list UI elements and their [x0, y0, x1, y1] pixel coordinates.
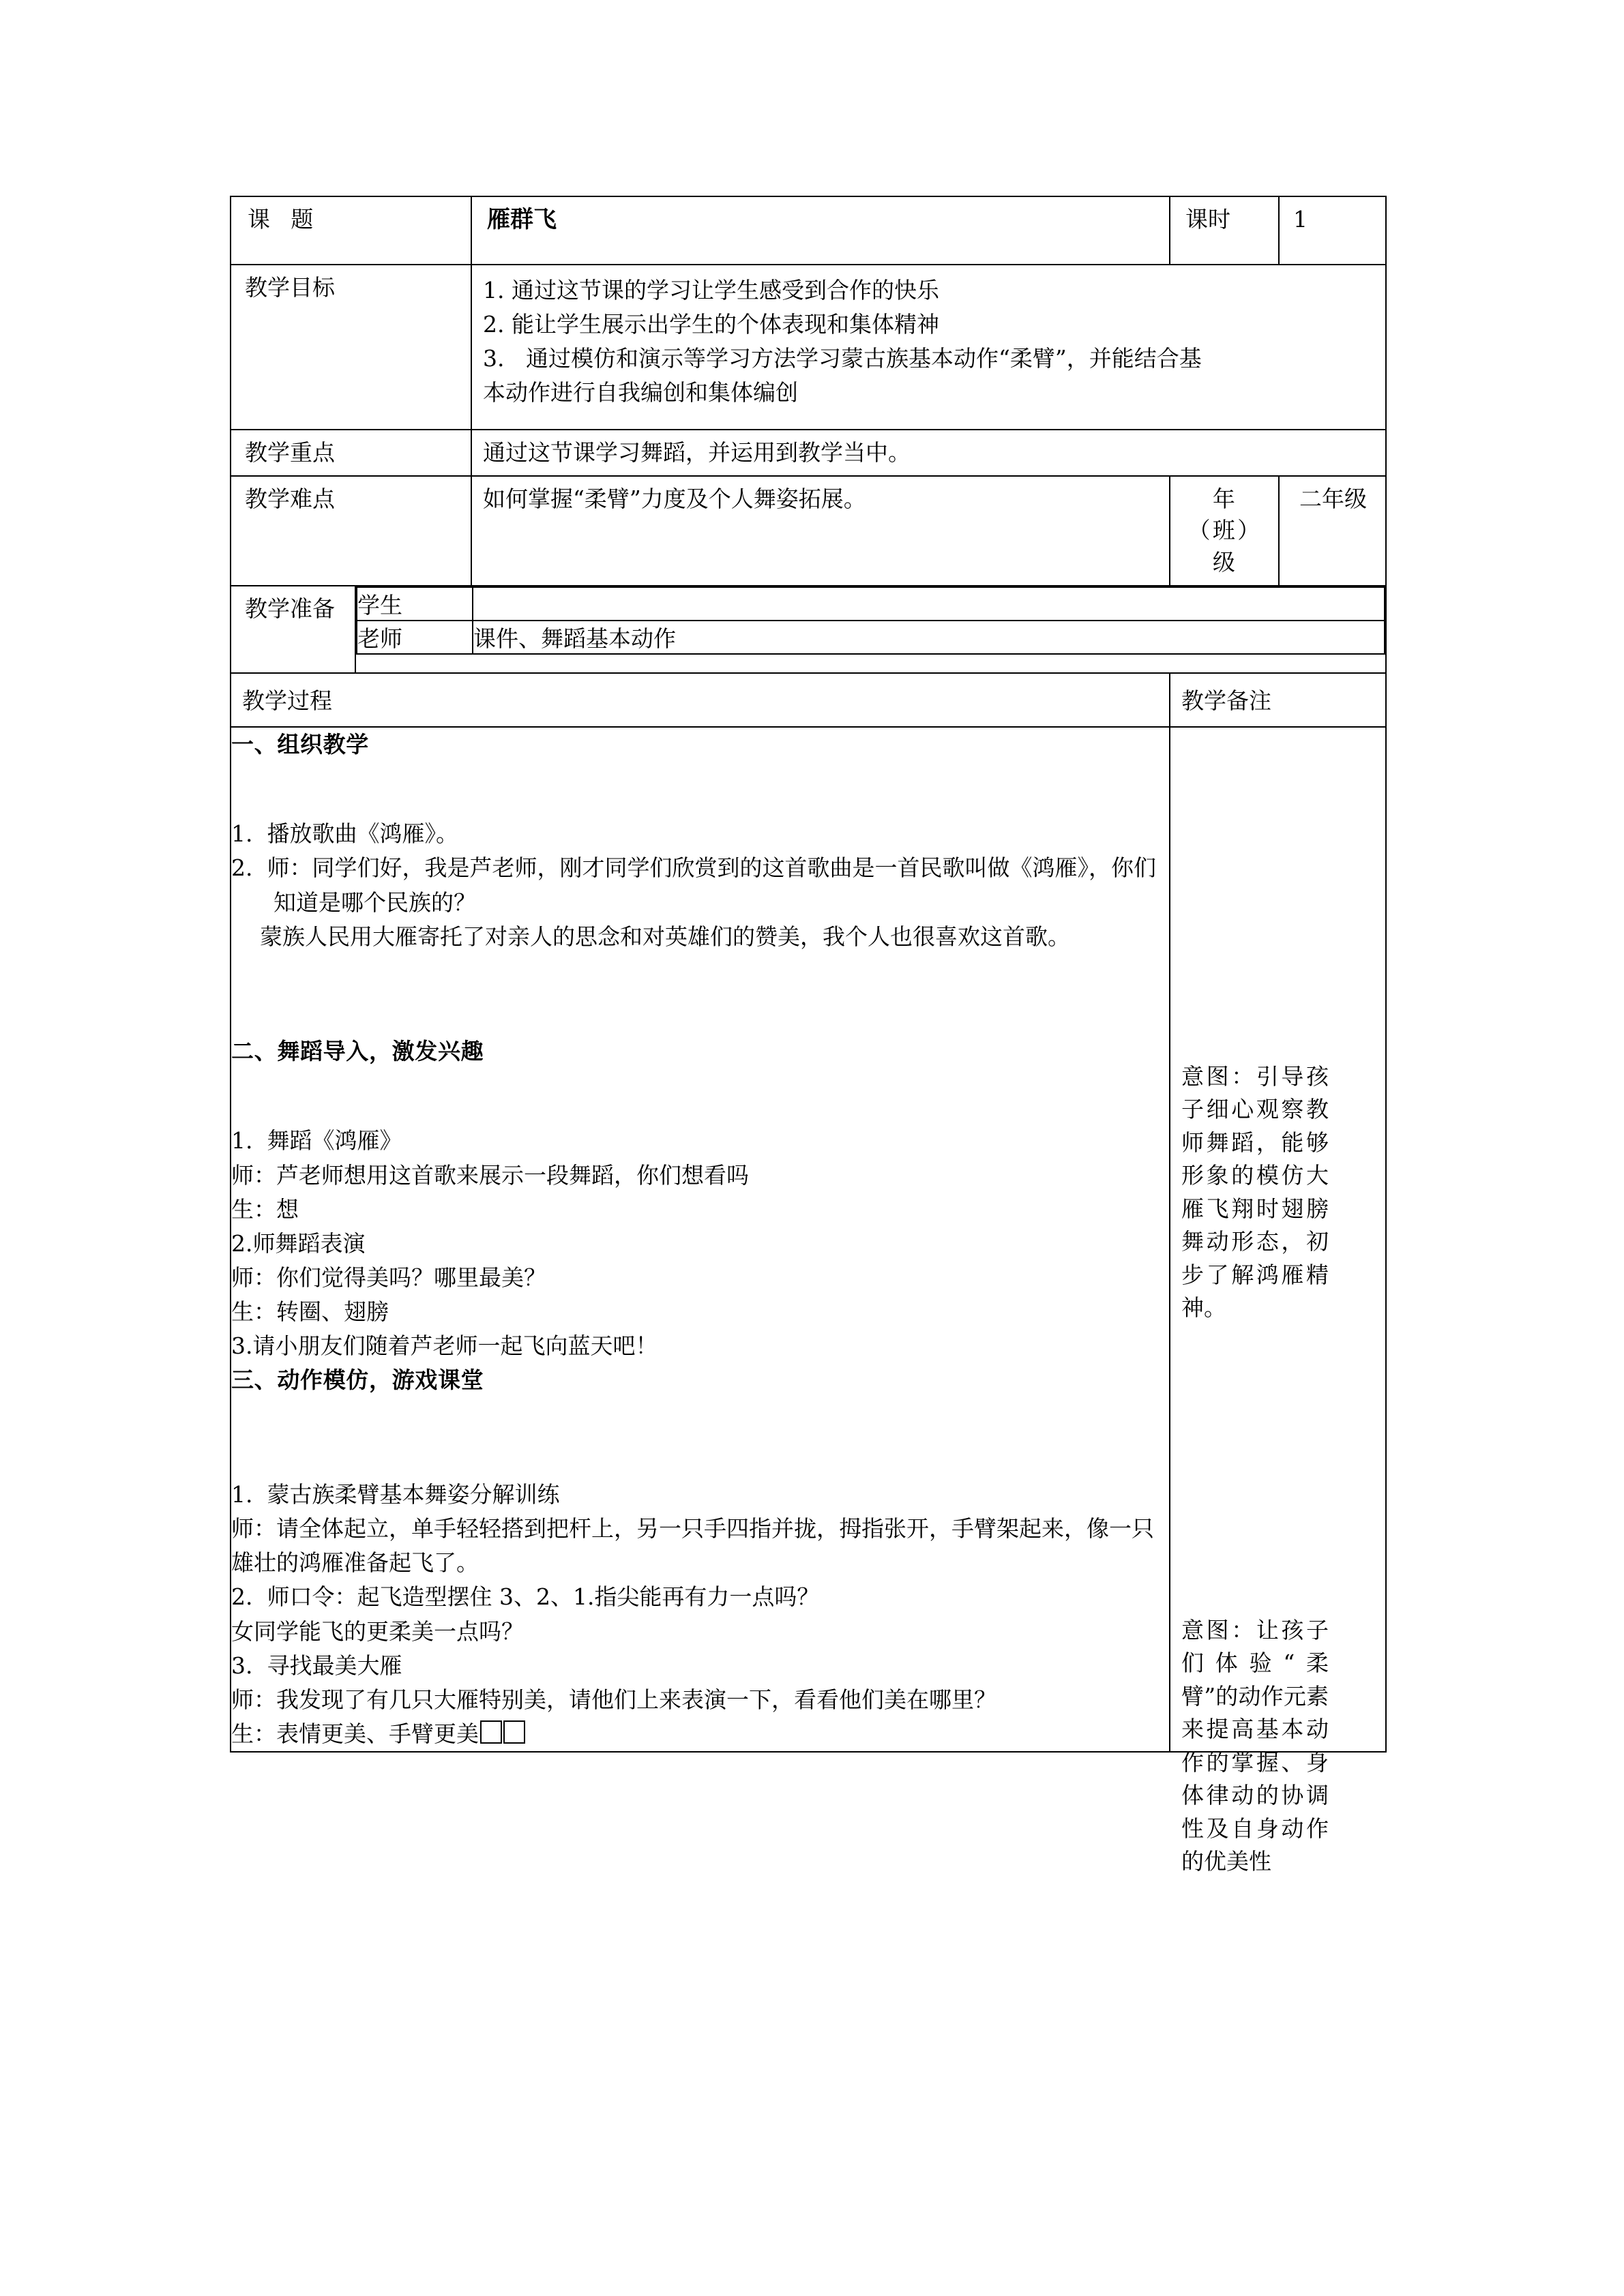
- difficulty-label: 教学难点: [245, 486, 335, 513]
- process-line: 女同学能飞的更柔美一点吗？: [231, 1617, 524, 1645]
- table-row-key-point: [231, 430, 1386, 476]
- process-line: 1. 播放歌曲《鸿雁》。: [231, 820, 458, 848]
- process-line: 2. 师：同学们好，我是芦老师，刚才同学们欣赏到的这首歌曲是一首民歌叫做《鸿雁》，你们知道是哪个民族的？: [231, 854, 1156, 916]
- process-line: 3. 寻找最美大雁: [231, 1652, 402, 1679]
- teaching-note: 意图：让孩子们体验“柔臂”的动作元素来提高基本动作的掌握、身体律动的协调性及自身动作的优美性: [1181, 1616, 1329, 1875]
- process-section1-heading: 一、组织教学: [231, 730, 369, 758]
- preparation-student-value: [473, 587, 1385, 621]
- preparation-label: 教学准备: [245, 595, 335, 622]
- process-line: 生：想: [231, 1195, 299, 1223]
- objective-item: 1. 通过这节课的学习让学生感受到合作的快乐: [483, 277, 939, 303]
- key-point-label: 教学重点: [245, 439, 335, 466]
- process-line: 师：请全体起立，单手轻轻搭到把杆上，另一只手四指并拢，拇指张开，手臂架起来，像一只雄壮的鸿雁准备起飞了。: [231, 1515, 1154, 1577]
- subject-value: 雁群飞: [487, 206, 557, 233]
- process-line: 师：芦老师想用这首歌来展示一段舞蹈，你们想看吗: [231, 1161, 749, 1189]
- objective-item: 2. 能让学生展示出学生的个体表现和集体精神: [483, 311, 939, 338]
- process-header-label: 教学过程: [242, 687, 332, 714]
- process-line: 1. 舞蹈《鸿雁》: [231, 1127, 402, 1154]
- process-line: 蒙族人民用大雁寄托了对亲人的思念和对英雄们的赞美，我个人也很喜欢这首歌。: [231, 923, 1070, 950]
- process-line: 1. 蒙古族柔臂基本舞姿分解训练: [231, 1480, 560, 1508]
- table-row-process-header: [231, 673, 1386, 727]
- lesson-plan-table: [230, 196, 1387, 1875]
- grade-label: 年（班）级: [1187, 486, 1263, 576]
- process-section2-heading: 二、舞蹈导入，激发兴趣: [231, 1037, 484, 1064]
- subject-label: 课 题: [248, 206, 321, 233]
- table-row-preparation: [231, 586, 1386, 673]
- table-row-title: [231, 196, 1386, 265]
- objective-item: 3. 通过模仿和演示等学习方法学习蒙古族基本动作“柔臂”，并能结合基: [483, 345, 1202, 372]
- objectives-list: [472, 265, 1385, 420]
- process-body: [231, 727, 1170, 1752]
- missing-glyph-box: [503, 1720, 525, 1744]
- preparation-student-label: 学生: [357, 587, 473, 621]
- preparation-teacher-label: 老师: [357, 621, 473, 654]
- process-line: 生：转圈、翅膀: [231, 1298, 389, 1326]
- missing-glyph-box: [480, 1720, 502, 1744]
- table-row-difficulty: [231, 476, 1386, 586]
- difficulty-value: 如何掌握“柔臂”力度及个人舞姿拓展。: [483, 486, 866, 513]
- period-value: 1: [1293, 206, 1308, 233]
- teaching-note: 意图：引导孩子细心观察教师舞蹈，能够形象的模仿大雁飞翔时翅膀舞动形态，初步了解鸿雁精神。: [1181, 1062, 1329, 1322]
- process-notes-header-label: 教学备注: [1181, 687, 1272, 714]
- period-label: 课时: [1185, 206, 1231, 233]
- process-line-last: [231, 1717, 1169, 1751]
- process-section3-heading: 三、动作模仿，游戏课堂: [231, 1367, 484, 1394]
- process-line: 3.请小朋友们随着芦老师一起飞向蓝天吧！: [231, 1332, 658, 1360]
- preparation-row-teacher: [357, 621, 1385, 654]
- process-line: 师：我发现了有几只大雁特别美，请他们上来表演一下，看看他们美在哪里？: [231, 1686, 996, 1713]
- objectives-label: 教学目标: [245, 274, 335, 301]
- preparation-teacher-value: 课件、舞蹈基本动作: [473, 621, 1385, 654]
- table-row-process-body: [231, 727, 1386, 1752]
- process-line: 2.师舞蹈表演: [231, 1229, 366, 1257]
- grade-value: 二年级: [1299, 486, 1368, 513]
- preparation-subtable: [356, 586, 1385, 655]
- process-notes-column: [1170, 727, 1386, 1875]
- table-row-objectives: [231, 265, 1386, 430]
- process-line: 师：你们觉得美吗？哪里最美？: [231, 1264, 546, 1291]
- key-point-value: 通过这节课学习舞蹈，并运用到教学当中。: [483, 439, 911, 466]
- preparation-row-student: [357, 587, 1385, 621]
- process-line-text: 生：表情更美、手臂更美: [231, 1720, 479, 1748]
- objective-item: 本动作进行自我编创和集体编创: [483, 379, 799, 406]
- process-line: 2. 师口令：起飞造型摆住 3、2、1.指尖能再有力一点吗？: [231, 1583, 820, 1611]
